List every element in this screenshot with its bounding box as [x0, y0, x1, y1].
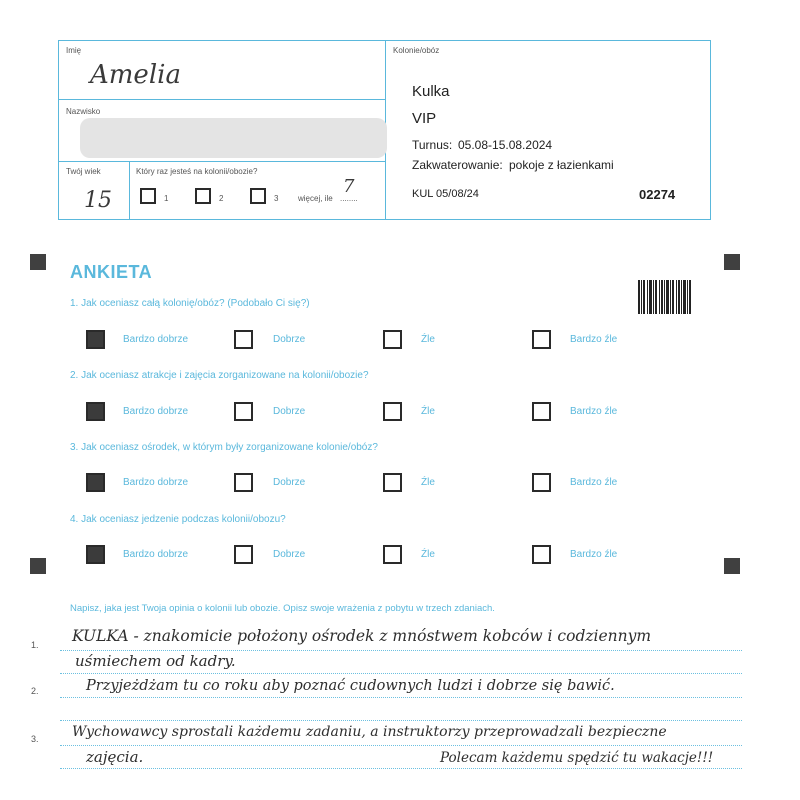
q4-option-zle: Źle — [421, 549, 435, 560]
q1-checkbox-dobrze[interactable] — [234, 330, 253, 349]
turnus-value: 05.08-15.08.2024 — [458, 138, 553, 152]
q2-option-dobrze: Dobrze — [273, 406, 306, 417]
q3-checkbox-dobrze[interactable] — [234, 473, 253, 492]
opinion-sentence-3b[interactable]: zajęcia. — [86, 748, 144, 766]
age-label: Twój wiek — [66, 167, 101, 176]
q3-checkbox-zle[interactable] — [383, 473, 402, 492]
opinion-number-2: 2. — [31, 686, 39, 696]
times-checkbox-2[interactable] — [195, 188, 211, 204]
camp-code: KUL 05/08/24 — [412, 188, 479, 200]
surname-label: Nazwisko — [66, 107, 101, 116]
opinion-sentence-1a[interactable]: KULKA - znakomicie położony ośrodek z mnóstwem kobców i codziennym — [72, 627, 652, 645]
q2-checkbox-dobrze[interactable] — [234, 402, 253, 421]
question-2: 2. Jak oceniasz atrakcje i zajęcia zorganizowane na kolonii/obozie? — [70, 370, 369, 381]
q3-option-bardzo-zle: Bardzo źle — [570, 477, 618, 488]
q1-option-dobrze: Dobrze — [273, 334, 306, 345]
times-more-value[interactable]: 7 — [343, 176, 355, 197]
times-checkbox-3[interactable] — [250, 188, 266, 204]
q3-option-zle: Źle — [421, 477, 435, 488]
q4-checkbox-zle[interactable] — [383, 545, 402, 564]
writing-line-3 — [60, 697, 742, 698]
q3-option-dobrze: Dobrze — [273, 477, 306, 488]
registration-marker-bottom-left — [30, 558, 46, 574]
q2-checkbox-zle[interactable] — [383, 402, 402, 421]
q1-checkbox-bardzo-dobrze[interactable] — [86, 330, 105, 349]
registration-marker-bottom-right — [724, 558, 740, 574]
surname-redacted — [80, 118, 387, 158]
q1-checkbox-zle[interactable] — [383, 330, 402, 349]
writing-line-5 — [60, 745, 742, 746]
q1-option-bardzo-dobrze: Bardzo dobrze — [123, 334, 189, 345]
q4-checkbox-dobrze[interactable] — [234, 545, 253, 564]
writing-line-6 — [60, 768, 742, 769]
turnus-label: Turnus: — [412, 138, 453, 152]
q1-option-zle: Źle — [421, 334, 435, 345]
q4-checkbox-bardzo-zle[interactable] — [532, 545, 551, 564]
opinion-sentence-2[interactable]: Przyjeżdżam tu co roku aby poznać cudownych ludzi i dobrze się bawić. — [86, 678, 615, 694]
opinion-number-1: 1. — [31, 640, 39, 650]
writing-line-2 — [60, 673, 742, 674]
opinion-sentence-3a[interactable]: Wychowawcy sprostali każdemu zadaniu, a instruktorzy przeprowadzali bezpieczne — [72, 724, 667, 740]
opinion-prompt: Napisz, jaka jest Twoja opinia o kolonii lub obozie. Opisz swoje wrażenia z pobytu w trzech zdaniach. — [70, 603, 495, 614]
age-value[interactable]: 15 — [84, 188, 112, 213]
opinion-sentence-1b[interactable]: uśmiechem od kadry. — [75, 652, 236, 670]
question-4: 4. Jak oceniasz jedzenie podczas kolonii/obozu? — [70, 514, 286, 525]
q1-checkbox-bardzo-zle[interactable] — [532, 330, 551, 349]
camp-name: Kulka — [412, 83, 450, 100]
opinion-sentence-3c[interactable]: Polecam każdemu spędzić tu wakacje!!! — [440, 750, 714, 766]
q2-option-zle: Źle — [421, 406, 435, 417]
q1-option-bardzo-zle: Bardzo źle — [570, 334, 618, 345]
q2-checkbox-bardzo-zle[interactable] — [532, 402, 551, 421]
q2-option-bardzo-dobrze: Bardzo dobrze — [123, 406, 189, 417]
q2-checkbox-bardzo-dobrze[interactable] — [86, 402, 105, 421]
times-option-1: 1 — [164, 194, 169, 203]
name-label: Imię — [66, 46, 82, 55]
form-divider-surname — [58, 161, 385, 162]
camp-number: 02274 — [639, 187, 676, 202]
q4-option-bardzo-dobrze: Bardzo dobrze — [123, 549, 189, 560]
registration-marker-top-left — [30, 254, 46, 270]
writing-line-4 — [60, 720, 742, 721]
survey-title: ANKIETA — [70, 262, 153, 282]
q3-checkbox-bardzo-dobrze[interactable] — [86, 473, 105, 492]
form-divider-age — [129, 161, 130, 220]
opinion-number-3: 3. — [31, 734, 39, 744]
q4-option-dobrze: Dobrze — [273, 549, 306, 560]
q4-option-bardzo-zle: Bardzo źle — [570, 549, 618, 560]
times-checkbox-1[interactable] — [140, 188, 156, 204]
times-more-label: więcej, ile — [298, 194, 333, 203]
times-more-dots: ........ — [340, 194, 358, 203]
camp-label: Kolonie/obóz — [393, 46, 440, 55]
name-value[interactable]: Amelia — [90, 60, 181, 90]
accommodation-label: Zakwaterowanie: — [412, 158, 503, 172]
times-option-3: 3 — [274, 194, 279, 203]
q3-option-bardzo-dobrze: Bardzo dobrze — [123, 477, 189, 488]
question-1: 1. Jak oceniasz całą kolonię/obóz? (Podobało Ci się?) — [70, 298, 310, 309]
registration-marker-top-right — [724, 254, 740, 270]
writing-line-1 — [60, 650, 742, 651]
question-3: 3. Jak oceniasz ośrodek, w którym były zorganizowane kolonie/obóz? — [70, 442, 378, 453]
q3-checkbox-bardzo-zle[interactable] — [532, 473, 551, 492]
q4-checkbox-bardzo-dobrze[interactable] — [86, 545, 105, 564]
q2-option-bardzo-zle: Bardzo źle — [570, 406, 618, 417]
barcode-icon — [638, 280, 692, 314]
camp-type: VIP — [412, 110, 437, 127]
times-label: Który raz jesteś na kolonii/obozie? — [136, 167, 258, 176]
times-option-2: 2 — [219, 194, 224, 203]
form-divider-name — [58, 99, 385, 100]
accommodation-value: pokoje z łazienkami — [509, 158, 614, 172]
